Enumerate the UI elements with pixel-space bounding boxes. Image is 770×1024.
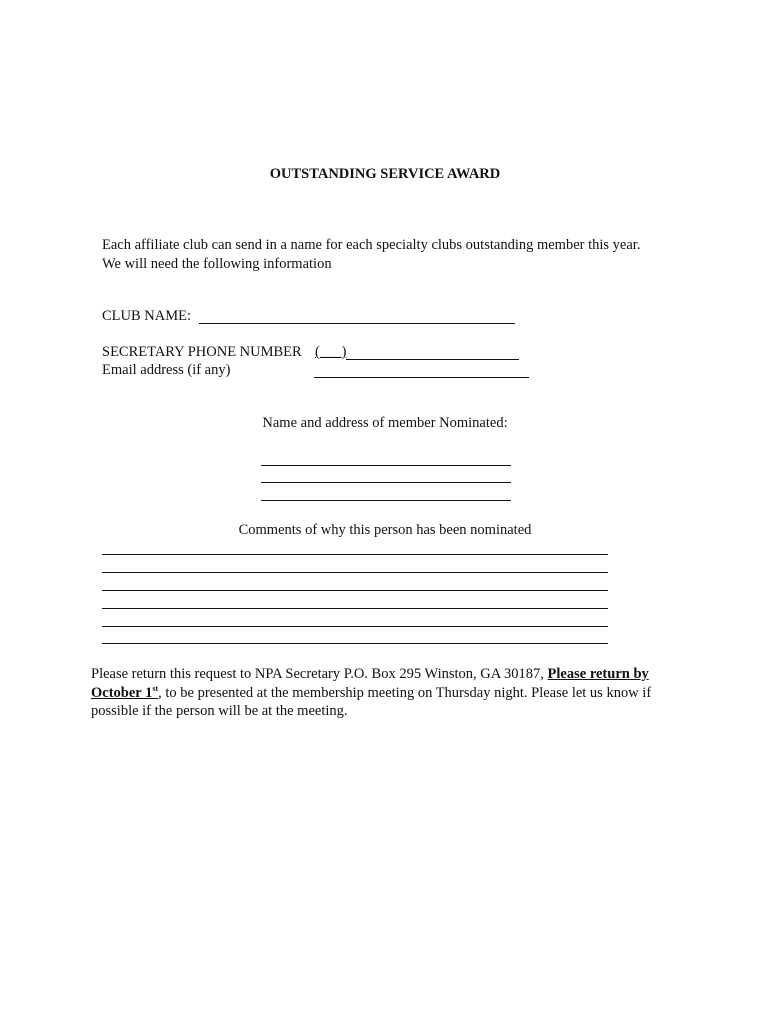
phone-area-code: (___) bbox=[315, 344, 347, 360]
comments-line-4[interactable] bbox=[102, 608, 608, 609]
nominee-address-field-1[interactable] bbox=[261, 482, 511, 483]
closing-text-1: Please return this request to NPA Secretary P.O. Box 295 Winston, GA 30187, bbox=[91, 666, 548, 682]
email-label: Email address (if any) bbox=[102, 362, 231, 378]
nominee-address-field-2[interactable] bbox=[261, 500, 511, 501]
nominee-name-field[interactable] bbox=[261, 465, 511, 466]
intro-line-2: We will need the following information bbox=[102, 256, 332, 272]
intro-line-1: Each affiliate club can send in a name for each specialty clubs outstanding member this year. bbox=[102, 237, 641, 253]
club-name-field[interactable] bbox=[199, 323, 515, 324]
page-title: OUTSTANDING SERVICE AWARD bbox=[269, 166, 501, 182]
comments-line-5[interactable] bbox=[102, 626, 608, 627]
closing-text-2: , to be presented at the membership meeting on Thursday night. Please let us know if possible if the person will be at the meeting. bbox=[91, 684, 652, 719]
comments-line-1[interactable] bbox=[102, 554, 608, 555]
comments-line-6[interactable] bbox=[102, 643, 608, 644]
email-field[interactable] bbox=[314, 377, 529, 378]
comments-line-3[interactable] bbox=[102, 590, 608, 591]
club-name-label: CLUB NAME: bbox=[102, 308, 192, 324]
comments-heading: Comments of why this person has been nominated bbox=[238, 522, 532, 538]
nominee-heading: Name and address of member Nominated: bbox=[262, 415, 508, 431]
secretary-phone-field[interactable] bbox=[346, 359, 519, 360]
secretary-phone-label: SECRETARY PHONE NUMBER bbox=[102, 344, 302, 360]
return-deadline: Please return by October 1st bbox=[91, 666, 649, 701]
closing-paragraph bbox=[91, 665, 691, 721]
comments-line-2[interactable] bbox=[102, 572, 608, 573]
